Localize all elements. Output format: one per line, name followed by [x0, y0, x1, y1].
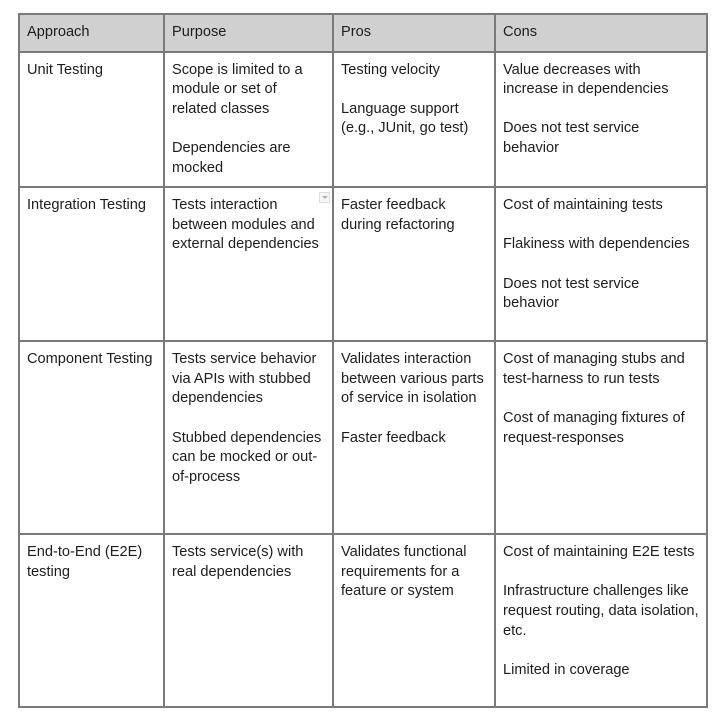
pros-text: Validates functional requirements for a feature or system: [341, 544, 467, 600]
cons-text: Cost of managing fixtures of request-responses: [503, 409, 685, 446]
cons-text: Flakiness with dependencies: [503, 236, 690, 253]
approach-text: End-to-End (E2E) testing: [27, 544, 143, 580]
purpose-text: Tests interaction between modules and external dependencies: [172, 197, 319, 253]
table-row: [19, 52, 707, 188]
header-pros: Pros: [333, 14, 495, 52]
cons-text: Cost of maintaining tests: [503, 197, 663, 214]
approach-cell[interactable]: [19, 187, 164, 341]
cons-cell[interactable]: [495, 187, 707, 341]
cons-cell[interactable]: [495, 52, 707, 188]
approach-cell[interactable]: [19, 534, 164, 707]
approach-text: Integration Testing: [27, 197, 146, 214]
header-cons: Cons: [495, 14, 707, 52]
pros-cell[interactable]: [333, 534, 495, 707]
approach-cell[interactable]: [19, 341, 164, 534]
purpose-text: Dependencies are mocked: [172, 139, 291, 176]
cons-cell[interactable]: [495, 534, 707, 707]
pros-text: Testing velocity: [341, 61, 440, 78]
header-row: [19, 14, 707, 52]
cons-text: Infrastructure challenges like request routing, data isolation, etc.: [503, 583, 699, 639]
cons-text: Does not test service behavior: [503, 275, 640, 312]
table-row: [19, 187, 707, 341]
approach-text: Unit Testing: [27, 61, 103, 78]
header-approach: Approach: [19, 14, 164, 52]
testing-approaches-table: [18, 13, 708, 708]
pros-text: Validates interaction between various parts of service in isolation: [341, 351, 484, 407]
purpose-text: Stubbed dependencies can be mocked or out-of-process: [172, 429, 322, 485]
cons-text: Cost of maintaining E2E tests: [503, 544, 695, 561]
cons-text: Limited in coverage: [503, 661, 630, 678]
cons-text: Does not test service behavior: [503, 120, 640, 156]
pros-text: Faster feedback: [341, 429, 446, 446]
chevron-down-icon[interactable]: [319, 192, 330, 203]
cons-text: Value decreases with increase in dependencies: [503, 61, 669, 98]
purpose-cell[interactable]: [164, 341, 333, 534]
pros-text: Faster feedback during refactoring: [341, 197, 455, 233]
cons-text: Cost of managing stubs and test-harness to run tests: [503, 351, 685, 387]
pros-text: Language support (e.g., JUnit, go test): [341, 100, 469, 137]
purpose-text: Tests service behavior via APIs with stubbed dependencies: [172, 351, 317, 407]
purpose-cell[interactable]: [164, 534, 333, 707]
pros-cell[interactable]: [333, 341, 495, 534]
table-row: [19, 341, 707, 534]
pros-cell[interactable]: [333, 52, 495, 188]
header-purpose: Purpose: [164, 14, 333, 52]
table-row: [19, 534, 707, 707]
cons-cell[interactable]: [495, 341, 707, 534]
approach-text: Component Testing: [27, 351, 153, 368]
purpose-cell[interactable]: [164, 187, 333, 341]
approach-cell[interactable]: [19, 52, 164, 188]
purpose-cell[interactable]: [164, 52, 333, 188]
purpose-text: Scope is limited to a module or set of related classes: [172, 61, 303, 117]
pros-cell[interactable]: [333, 187, 495, 341]
purpose-text: Tests service(s) with real dependencies: [172, 544, 304, 580]
